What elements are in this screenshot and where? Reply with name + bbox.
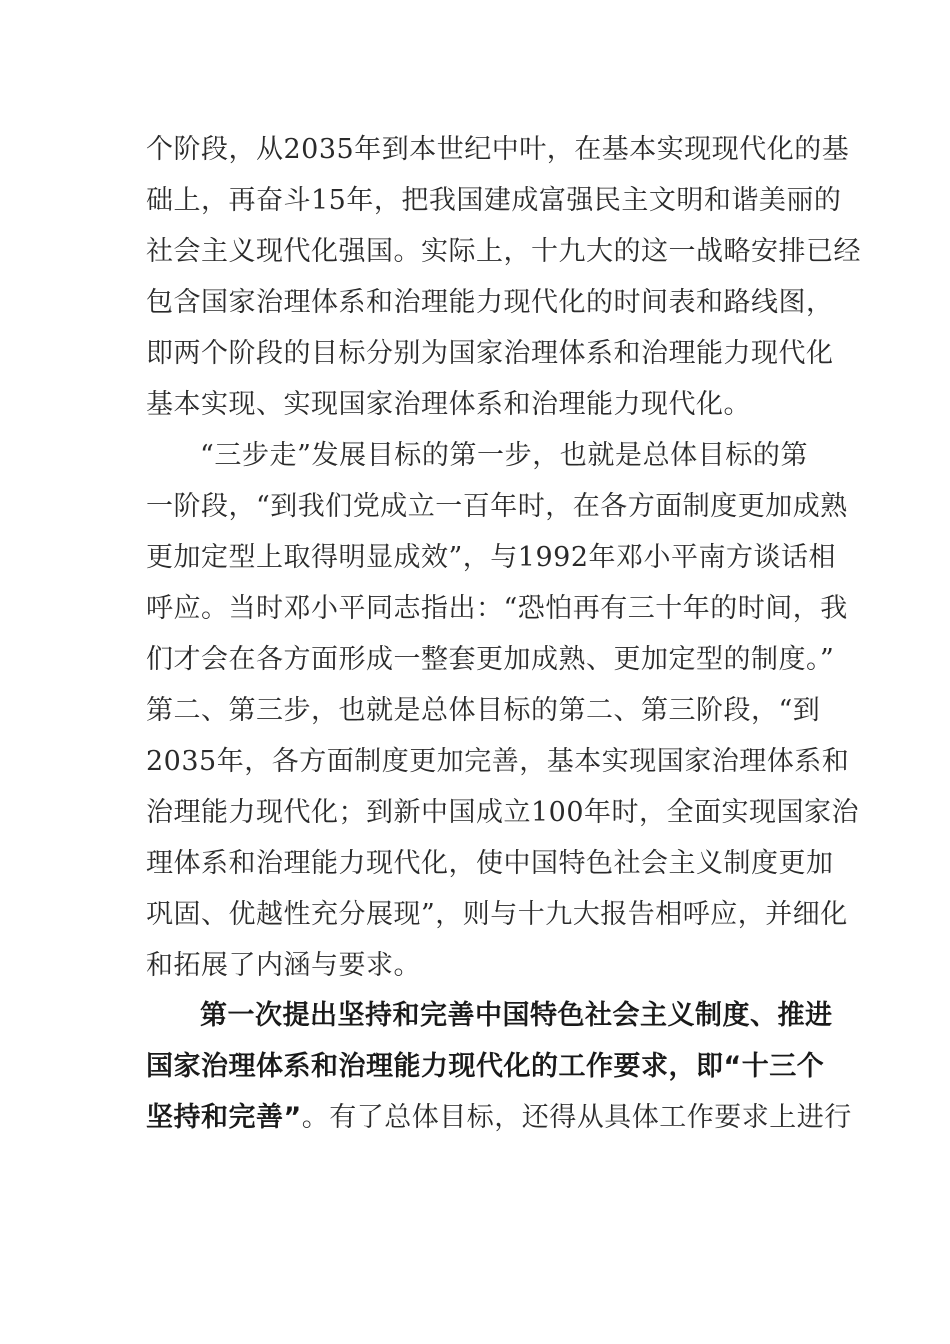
text-line-bold: 第一次提出坚持和完善中国特色社会主义制度、推进	[200, 1000, 833, 1031]
normal-phrase: 。有了总体目标，还得从具体工作要求上进行	[301, 1102, 852, 1133]
text-line: 治理能力现代化；到新中国成立100年时，全面实现国家治	[146, 797, 860, 828]
text-line: 社会主义现代化强国。实际上，十九大的这一战略安排已经	[146, 236, 861, 267]
text-line: 即两个阶段的目标分别为国家治理体系和治理能力现代化	[146, 338, 834, 369]
paragraph-2	[146, 430, 860, 991]
text-line: 个阶段，从2035年到本世纪中叶，在基本实现现代化的基	[146, 134, 850, 165]
text-line-bold: 国家治理体系和治理能力现代化的工作要求，即“十三个	[146, 1051, 825, 1082]
text-line: 一阶段，“到我们党成立一百年时，在各方面制度更加成熟	[146, 491, 848, 522]
text-line: 2035年，各方面制度更加完善，基本实现国家治理体系和	[146, 746, 850, 777]
text-line: 们才会在各方面形成一整套更加成熟、更加定型的制度。”	[146, 644, 835, 675]
text-line: 呼应。当时邓小平同志指出：“恐怕再有三十年的时间，我	[146, 593, 848, 624]
text-line: 和拓展了内涵与要求。	[146, 950, 421, 981]
paragraph-1	[146, 124, 861, 430]
text-line: 础上，再奋斗15年，把我国建成富强民主文明和谐美丽的	[146, 185, 842, 216]
text-line: 基本实现、实现国家治理体系和治理能力现代化。	[146, 389, 751, 420]
text-line: 巩固、优越性充分展现”，则与十九大报告相呼应，并细化	[146, 899, 848, 930]
text-line: 包含国家治理体系和治理能力现代化的时间表和路线图，	[146, 287, 834, 318]
bold-phrase: 坚持和完善”	[146, 1102, 302, 1133]
text-line-mixed	[146, 1092, 852, 1143]
paragraph-3	[146, 990, 852, 1143]
text-line: 第二、第三步，也就是总体目标的第二、第三阶段，“到	[146, 695, 821, 726]
text-line: “三步走”发展目标的第一步，也就是总体目标的第	[200, 440, 808, 471]
text-line: 理体系和治理能力现代化，使中国特色社会主义制度更加	[146, 848, 834, 879]
text-line: 更加定型上取得明显成效”，与1992年邓小平南方谈话相	[146, 542, 837, 573]
